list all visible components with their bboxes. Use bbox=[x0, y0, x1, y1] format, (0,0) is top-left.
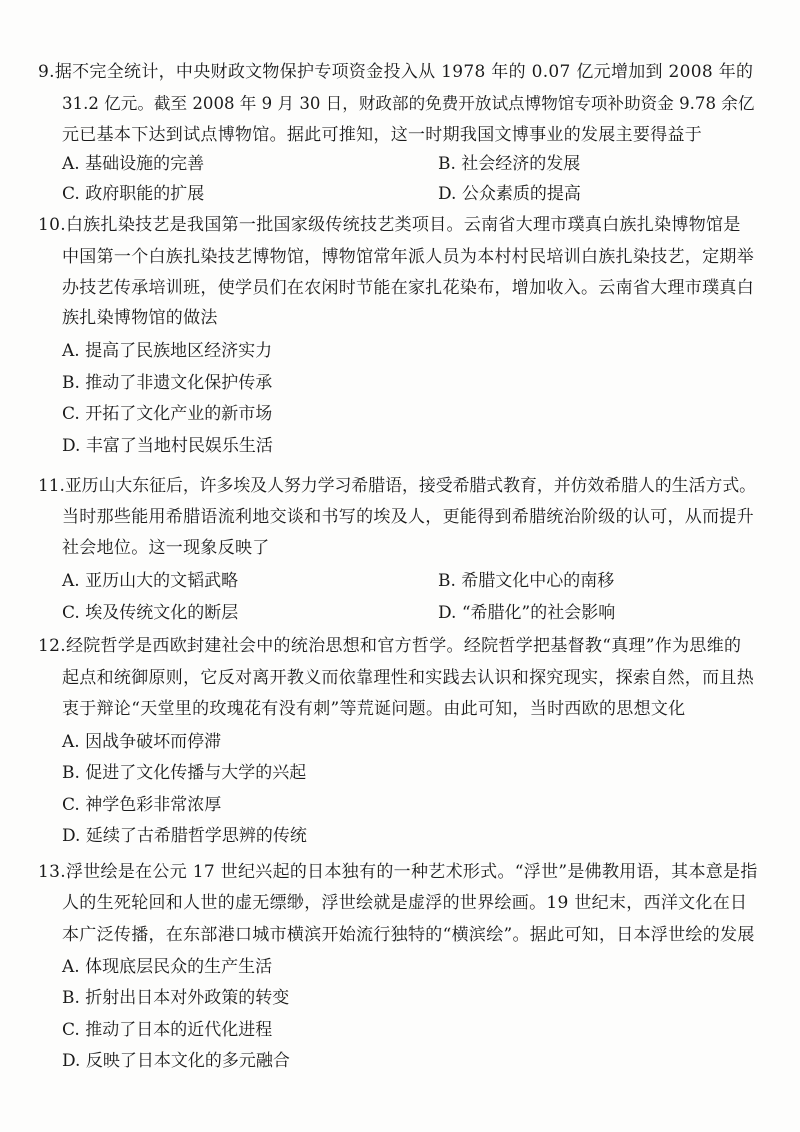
option-b: B. 推动了非遗文化保护传承 bbox=[62, 373, 273, 393]
question-number: 12. bbox=[38, 636, 66, 656]
option-b: B. 社会经济的发展 bbox=[438, 154, 581, 174]
question-stem-line: 31.2 亿元。截至 2008 年 9 月 30 日，财政部的免费开放试点博物馆专项补助资金 9.78 余亿 bbox=[62, 94, 755, 113]
option-c: C. 神学色彩非常浓厚 bbox=[62, 795, 222, 815]
question-stem-line: 10.白族扎染技艺是我国第一批国家级传统技艺类项目。云南省大理市璞真白族扎染博物馆是 bbox=[38, 215, 741, 235]
question-stem-line: 办技艺传承培训班，使学员们在农闲时节能在家扎花染布，增加收入。云南省大理市璞真白 bbox=[62, 278, 754, 298]
option-c: C. 政府职能的扩展 bbox=[62, 184, 205, 204]
option-a: A. 基础设施的完善 bbox=[62, 154, 205, 174]
option-d: D. 公众素质的提高 bbox=[438, 184, 581, 204]
question-stem-line: 中国第一个白族扎染技艺博物馆，博物馆常年派人员为本村村民培训白族扎染技艺，定期举 bbox=[62, 247, 754, 267]
option-a: A. 提高了民族地区经济实力 bbox=[62, 341, 273, 361]
question-stem-line: 13.浮世绘是在公元 17 世纪兴起的日本独有的一种艺术形式。“浮世”是佛教用语，其本意是指 bbox=[38, 862, 758, 882]
question-number: 11. bbox=[38, 475, 65, 495]
question-stem-line: 人的生死轮回和人世的虚无缥缈，浮世绘就是虚浮的世界绘画。19 世纪末，西洋文化在日 bbox=[62, 893, 748, 913]
option-d: D. 丰富了当地村民娱乐生活 bbox=[62, 436, 273, 456]
question-number: 10. bbox=[38, 215, 66, 235]
question-stem-line: 起点和统御原则，它反对离开教义而依靠理性和实践去认识和探究现实，探索自然，而且热 bbox=[62, 668, 754, 688]
question-stem-line: 社会地位。这一现象反映了 bbox=[62, 538, 270, 558]
option-c: C. 推动了日本的近代化进程 bbox=[62, 1020, 273, 1040]
option-d: D. 反映了日本文化的多元融合 bbox=[62, 1051, 290, 1071]
option-a: A. 亚历山大的文韬武略 bbox=[62, 571, 239, 591]
question-number: 9. bbox=[38, 62, 55, 82]
question-stem-line: 9.据不完全统计，中央财政文物保护专项资金投入从 1978 年的 0.07 亿元增加到 2008 年的 bbox=[38, 62, 754, 82]
question-stem-line: 族扎染博物馆的做法 bbox=[62, 308, 218, 328]
question-number: 13. bbox=[38, 862, 66, 882]
option-c: C. 开拓了文化产业的新市场 bbox=[62, 404, 273, 424]
question-stem-line: 当时那些能用希腊语流利地交谈和书写的埃及人，更能得到希腊统治阶级的认可，从而提升 bbox=[62, 507, 754, 527]
question-stem-line: 元已基本下达到试点博物馆。据此可推知，这一时期我国文博事业的发展主要得益于 bbox=[62, 125, 703, 145]
option-d: D. 延续了古希腊哲学思辨的传统 bbox=[62, 826, 307, 846]
option-a: A. 因战争破坏而停滞 bbox=[62, 732, 222, 752]
option-d: D. “希腊化”的社会影响 bbox=[438, 603, 616, 623]
option-b: B. 折射出日本对外政策的转变 bbox=[62, 988, 290, 1008]
question-stem-line: 衷于辩论“天堂里的玫瑰花有没有刺”等荒诞问题。由此可知，当时西欧的思想文化 bbox=[62, 699, 686, 719]
question-stem-line: 11.亚历山大东征后，许多埃及人努力学习希腊语，接受希腊式教育，并仿效希腊人的生活方式。 bbox=[38, 475, 757, 495]
option-c: C. 埃及传统文化的断层 bbox=[62, 603, 239, 623]
question-stem-line: 12.经院哲学是西欧封建社会中的统治思想和官方哲学。经院哲学把基督教“真理”作为思维的 bbox=[38, 636, 742, 656]
question-stem-line: 本广泛传播，在东部港口城市横滨开始流行独特的“横滨绘”。据此可知，日本浮世绘的发展 bbox=[62, 925, 755, 945]
option-a: A. 体现底层民众的生产生活 bbox=[62, 957, 273, 977]
option-b: B. 促进了文化传播与大学的兴起 bbox=[62, 763, 307, 783]
option-b: B. 希腊文化中心的南移 bbox=[438, 571, 615, 591]
